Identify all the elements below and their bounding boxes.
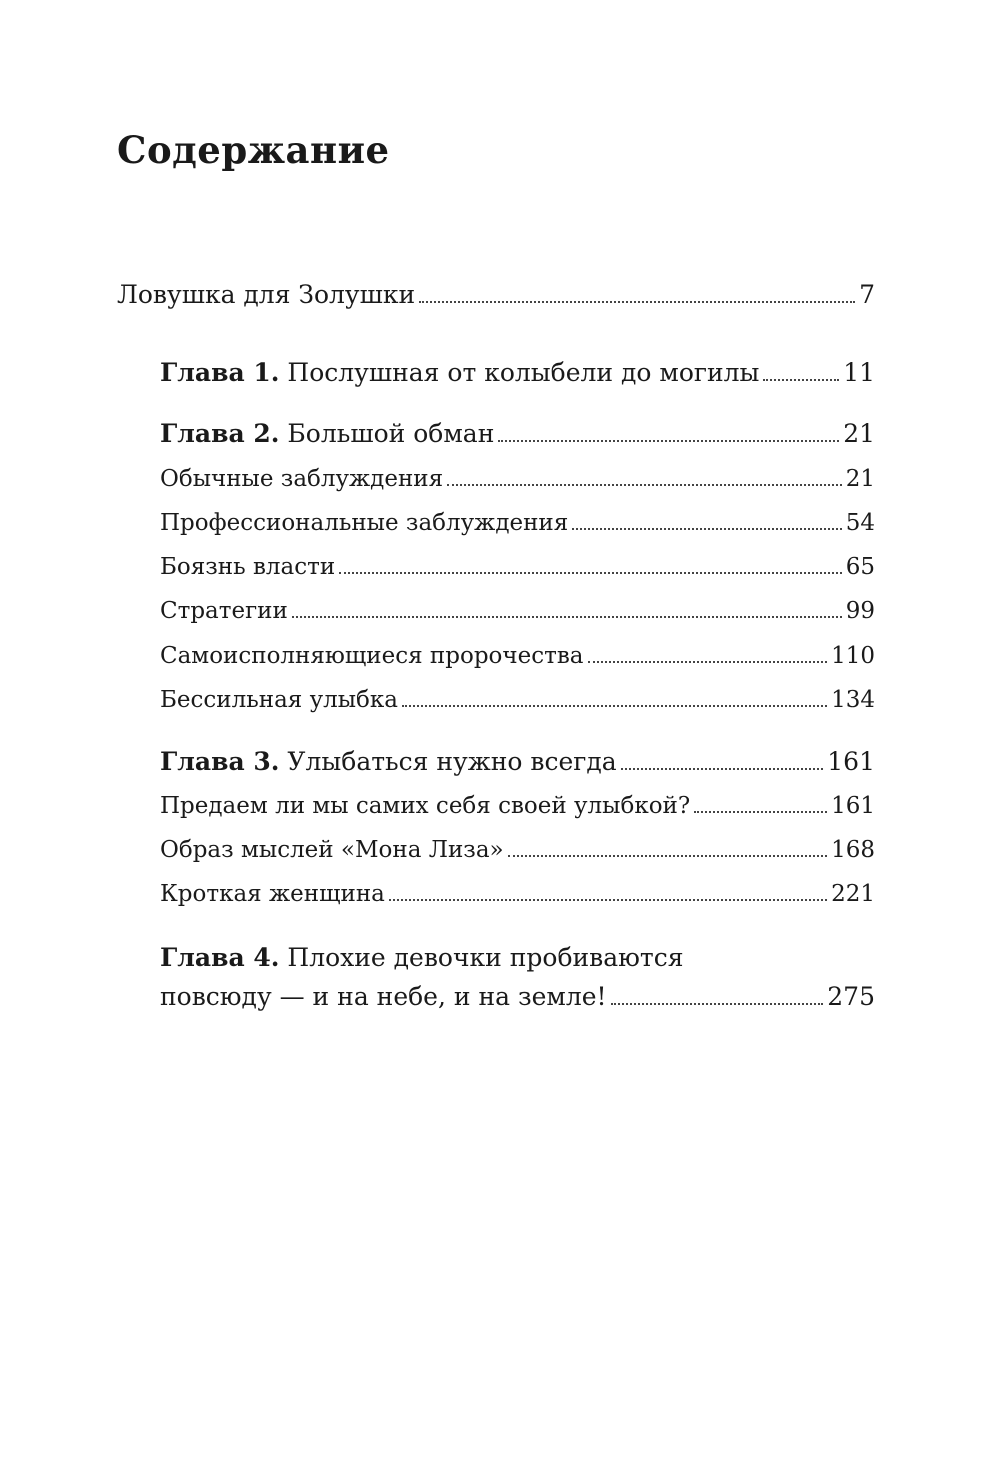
dot-leader <box>292 616 842 618</box>
toc-entry-chapter-2[interactable] <box>160 419 875 449</box>
toc-page-number: 161 <box>831 793 875 819</box>
chapter-title-continued: повсюду — и на небе, и на земле! <box>160 981 607 1011</box>
dot-leader <box>508 855 827 857</box>
dot-leader <box>339 572 842 574</box>
toc-page-number: 21 <box>845 466 875 492</box>
toc-entry-title: Кроткая женщина <box>160 881 385 907</box>
chapter-title: Послушная от колыбели до могилы <box>287 358 760 387</box>
dot-leader <box>498 440 839 442</box>
toc-entry-section[interactable] <box>160 466 875 494</box>
chapter-prefix: Глава 2. <box>160 419 280 448</box>
toc-entry-title <box>160 358 759 388</box>
dot-leader <box>572 528 841 530</box>
toc-entry-section[interactable] <box>160 881 875 909</box>
toc-entry-title: Боязнь власти <box>160 554 336 580</box>
chapter-title: Улыбаться нужно всегда <box>287 747 617 776</box>
dot-leader <box>763 379 839 381</box>
toc-page-number: 11 <box>843 358 875 387</box>
dot-leader <box>621 768 824 770</box>
chapter-prefix: Глава 3. <box>160 747 280 776</box>
toc-page-number: 221 <box>831 881 875 907</box>
toc-entry-section[interactable] <box>160 598 875 626</box>
toc-entry-title <box>160 747 617 777</box>
toc-page-number: 99 <box>845 598 875 624</box>
toc-page-number: 65 <box>845 554 875 580</box>
toc-entry-chapter-4[interactable] <box>160 939 875 1017</box>
toc-page-number: 161 <box>827 747 875 776</box>
toc-entry-chapter-1[interactable] <box>160 358 875 388</box>
toc-entry-title: Предаем ли мы самих себя своей улыбкой? <box>160 793 691 819</box>
toc-entry-section[interactable] <box>160 643 875 671</box>
toc-entry-chapter-3[interactable] <box>160 747 875 777</box>
toc-page-number: 168 <box>831 837 875 863</box>
toc-entry-section[interactable] <box>160 554 875 582</box>
page-title: Содержание <box>117 128 390 172</box>
toc-entry-section[interactable] <box>160 687 875 715</box>
toc-page-number: 21 <box>843 419 875 448</box>
dot-leader <box>402 705 827 707</box>
toc-page-number: 7 <box>859 280 875 309</box>
chapter-prefix: Глава 1. <box>160 358 280 387</box>
dot-leader <box>419 301 855 303</box>
toc-entry-title: Обычные заблуждения <box>160 466 444 492</box>
toc-entry-preface[interactable] <box>117 280 875 310</box>
toc-page-number: 134 <box>831 687 875 713</box>
toc-entry-title: Образ мыслей «Мона Лиза» <box>160 837 504 863</box>
dot-leader <box>447 484 842 486</box>
chapter-prefix: Глава 4. <box>160 943 280 972</box>
dot-leader <box>694 811 827 813</box>
dot-leader <box>611 1003 824 1005</box>
toc-entry-title-line-2 <box>160 978 875 1017</box>
toc-entry-title: Стратегии <box>160 598 288 624</box>
toc-entry-section[interactable] <box>160 837 875 865</box>
toc-entry-title: Бессильная улыбка <box>160 687 398 713</box>
chapter-title: Плохие девочки пробиваются <box>287 943 684 972</box>
chapter-title: Большой обман <box>287 419 495 448</box>
toc-page-number: 275 <box>827 981 875 1011</box>
dot-leader <box>389 899 827 901</box>
toc-page-number: 110 <box>831 643 875 669</box>
dot-leader <box>588 661 828 663</box>
toc-entry-section[interactable] <box>160 793 875 821</box>
toc-entry-section[interactable] <box>160 510 875 538</box>
toc-page-number: 54 <box>845 510 875 536</box>
toc-entry-title-line-1 <box>160 939 875 978</box>
toc-entry-title: Ловушка для Золушки <box>117 280 416 309</box>
toc-entry-title: Самоисполняющиеся пророчества <box>160 643 584 669</box>
toc-entry-title <box>160 419 494 449</box>
toc-entry-title: Профессиональные заблуждения <box>160 510 569 536</box>
